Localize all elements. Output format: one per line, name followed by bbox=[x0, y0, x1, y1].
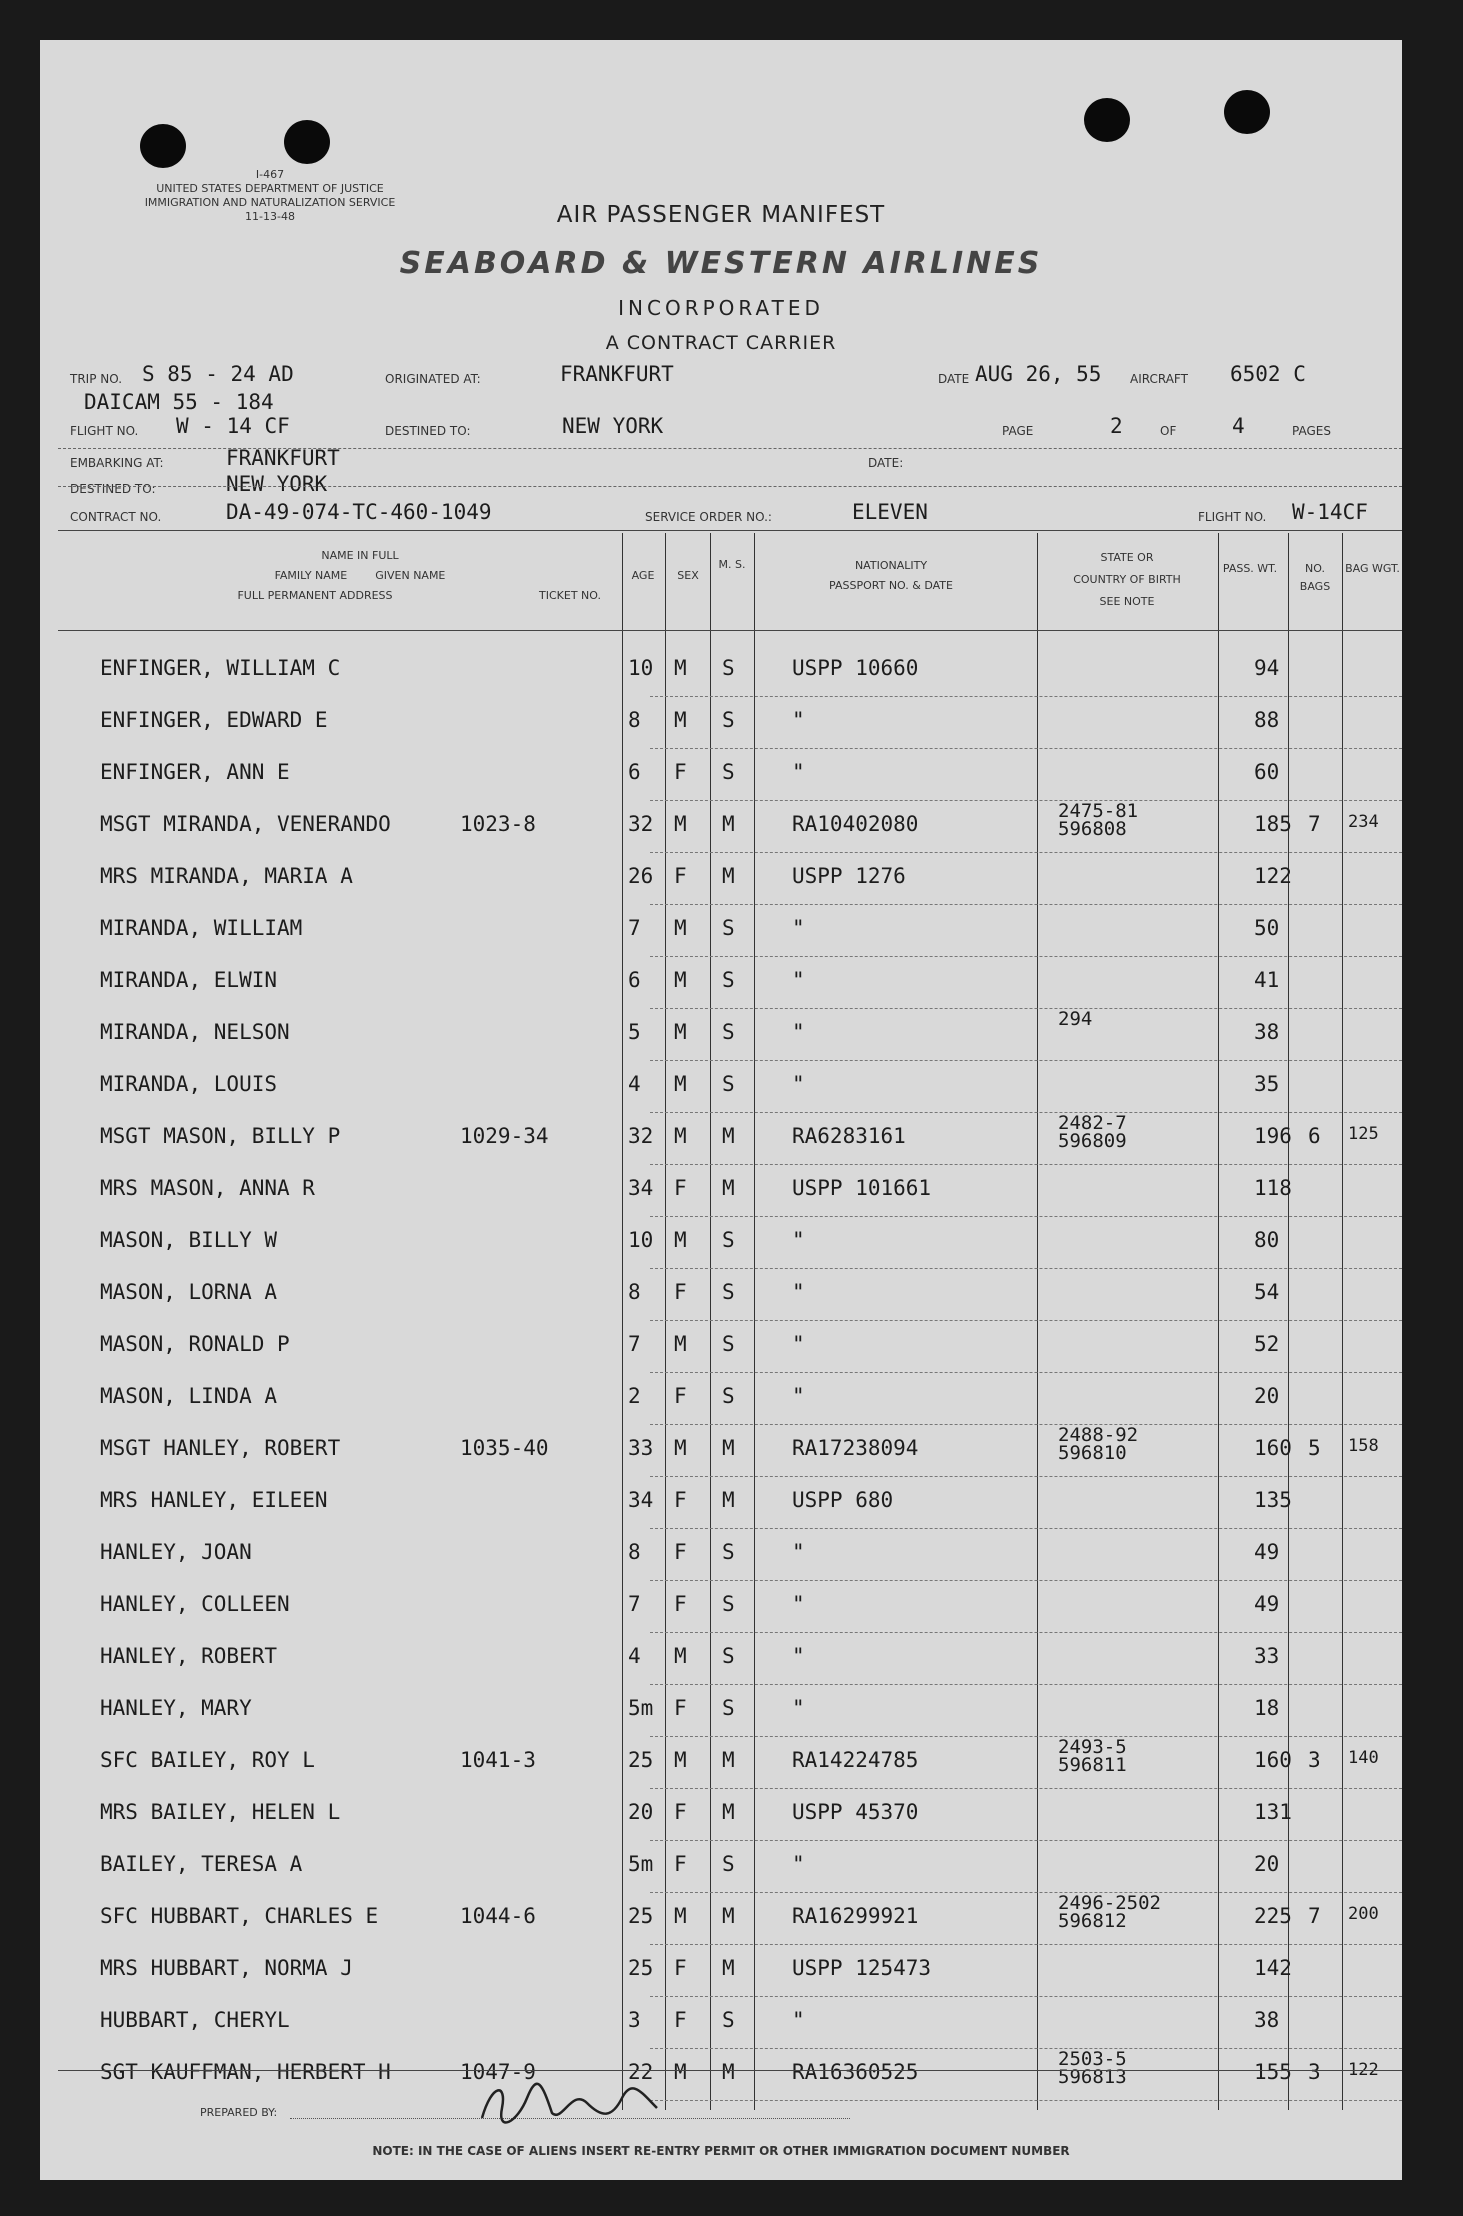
bag-weight: 158 bbox=[1348, 1436, 1379, 1456]
marital-status: S bbox=[722, 1696, 735, 1720]
passenger-age: 10 bbox=[628, 1228, 654, 1252]
passport-no: RA14224785 bbox=[792, 1748, 919, 1772]
passenger-sex: F bbox=[674, 2008, 687, 2032]
prepared-by-label: PREPARED BY: bbox=[200, 2106, 278, 2119]
passenger-age: 25 bbox=[628, 1748, 654, 1772]
passport-no: RA16360525 bbox=[792, 2060, 919, 2084]
passenger-age: 5 bbox=[628, 1020, 641, 1044]
passenger-name: MSGT MASON, BILLY P bbox=[100, 1124, 341, 1148]
col-bag-wt: BAG WGT. bbox=[1345, 562, 1400, 575]
passenger-age: 6 bbox=[628, 968, 641, 992]
agency-service: IMMIGRATION AND NATURALIZATION SERVICE bbox=[144, 196, 396, 209]
form-number: I-467 bbox=[255, 168, 285, 181]
pass-weight: 94 bbox=[1254, 656, 1280, 680]
passenger-name: MIRANDA, LOUIS bbox=[100, 1072, 278, 1096]
passenger-age: 26 bbox=[628, 864, 654, 888]
passport-no: " bbox=[792, 708, 805, 732]
passport-no: " bbox=[792, 1020, 805, 1044]
pass-weight: 155 bbox=[1254, 2060, 1292, 2084]
passenger-sex: F bbox=[674, 1852, 687, 1876]
table-row bbox=[40, 1112, 1402, 1164]
row-rule bbox=[650, 2100, 1402, 2101]
table-row bbox=[40, 800, 1402, 852]
table-row bbox=[40, 1320, 1402, 1372]
passenger-name: MSGT MIRANDA, VENERANDO bbox=[100, 812, 391, 836]
passenger-age: 5m bbox=[628, 1696, 654, 1720]
manifest-page bbox=[40, 40, 1402, 2180]
marital-status: S bbox=[722, 916, 735, 940]
passenger-name: HANLEY, ROBERT bbox=[100, 1644, 278, 1668]
of-label: OF bbox=[1160, 424, 1177, 438]
incorporated: INCORPORATED bbox=[618, 296, 824, 320]
page-number: 2 bbox=[1110, 414, 1123, 438]
marital-status: S bbox=[722, 708, 735, 732]
punch-hole bbox=[140, 124, 186, 168]
col-state-1: STATE OR bbox=[1100, 551, 1154, 564]
embarking: FRANKFURT bbox=[226, 446, 340, 470]
passenger-age: 2 bbox=[628, 1384, 641, 1408]
table-row bbox=[40, 1424, 1402, 1476]
pass-weight: 49 bbox=[1254, 1592, 1280, 1616]
passenger-sex: F bbox=[674, 1176, 687, 1200]
passenger-age: 8 bbox=[628, 708, 641, 732]
birth-country: 2493-5 596811 bbox=[1058, 1736, 1127, 1776]
pass-weight: 160 bbox=[1254, 1748, 1292, 1772]
table-row bbox=[40, 696, 1402, 748]
table-row bbox=[40, 1476, 1402, 1528]
trip-no: S 85 - 24 AD bbox=[142, 362, 294, 386]
agency-date: 11-13-48 bbox=[245, 210, 295, 223]
birth-country: 2475-81 596808 bbox=[1058, 800, 1139, 840]
divider bbox=[58, 530, 1402, 531]
passenger-sex: M bbox=[674, 1124, 687, 1148]
passenger-name: MRS BAILEY, HELEN L bbox=[100, 1800, 341, 1824]
punch-hole bbox=[1084, 98, 1130, 142]
bag-weight: 140 bbox=[1348, 1748, 1379, 1768]
table-row bbox=[40, 1788, 1402, 1840]
pass-weight: 50 bbox=[1254, 916, 1280, 940]
passenger-age: 6 bbox=[628, 760, 641, 784]
marital-status: M bbox=[722, 1800, 735, 1824]
passenger-name: MIRANDA, NELSON bbox=[100, 1020, 290, 1044]
passport-no: " bbox=[792, 1852, 805, 1876]
passenger-age: 7 bbox=[628, 1592, 641, 1616]
passenger-name: ENFINGER, EDWARD E bbox=[100, 708, 328, 732]
passport-no: " bbox=[792, 1384, 805, 1408]
passenger-name: SGT KAUFFMAN, HERBERT H bbox=[100, 2060, 391, 2084]
passenger-name: MIRANDA, WILLIAM bbox=[100, 916, 303, 940]
col-name-2: FAMILY NAME GIVEN NAME bbox=[274, 569, 446, 582]
originated: FRANKFURT bbox=[560, 362, 674, 386]
service-order: ELEVEN bbox=[852, 500, 928, 524]
passenger-age: 20 bbox=[628, 1800, 654, 1824]
table-row bbox=[40, 1892, 1402, 1944]
table-row bbox=[40, 2048, 1402, 2100]
pass-weight: 131 bbox=[1254, 1800, 1292, 1824]
table-row bbox=[40, 1268, 1402, 1320]
passenger-age: 33 bbox=[628, 1436, 654, 1460]
col-nat-2: PASSPORT NO. & DATE bbox=[829, 579, 953, 592]
embarking-label: EMBARKING AT: bbox=[70, 456, 164, 470]
passenger-age: 22 bbox=[628, 2060, 654, 2084]
passenger-sex: F bbox=[674, 1540, 687, 1564]
ticket-no: 1044-6 bbox=[460, 1904, 536, 1928]
table-row bbox=[40, 1164, 1402, 1216]
date-label: DATE bbox=[938, 372, 970, 386]
passenger-sex: F bbox=[674, 760, 687, 784]
passenger-age: 25 bbox=[628, 1904, 654, 1928]
passenger-sex: F bbox=[674, 1384, 687, 1408]
passenger-sex: M bbox=[674, 656, 687, 680]
marital-status: S bbox=[722, 1852, 735, 1876]
passenger-name: MRS MIRANDA, MARIA A bbox=[100, 864, 353, 888]
passenger-sex: M bbox=[674, 1020, 687, 1044]
passenger-sex: F bbox=[674, 1800, 687, 1824]
passenger-age: 34 bbox=[628, 1488, 654, 1512]
divider bbox=[58, 486, 1402, 487]
passenger-name: HUBBART, CHERYL bbox=[100, 2008, 290, 2032]
flight-label: FLIGHT NO. bbox=[1198, 510, 1267, 524]
trip-no-label: TRIP NO. bbox=[70, 372, 123, 386]
passport-no: " bbox=[792, 1540, 805, 1564]
dest2: NEW YORK bbox=[226, 472, 328, 496]
pass-weight: 122 bbox=[1254, 864, 1292, 888]
passenger-sex: M bbox=[674, 1748, 687, 1772]
marital-status: S bbox=[722, 968, 735, 992]
passenger-sex: F bbox=[674, 1280, 687, 1304]
passenger-age: 5m bbox=[628, 1852, 654, 1876]
marital-status: M bbox=[722, 1904, 735, 1928]
passport-no: " bbox=[792, 760, 805, 784]
passenger-name: MRS MASON, ANNA R bbox=[100, 1176, 315, 1200]
passenger-name: ENFINGER, ANN E bbox=[100, 760, 290, 784]
contract-carrier: A CONTRACT CARRIER bbox=[605, 332, 837, 354]
flight: W-14CF bbox=[1292, 500, 1368, 524]
date2-label: DATE: bbox=[868, 456, 904, 470]
passenger-name: SFC BAILEY, ROY L bbox=[100, 1748, 315, 1772]
passenger-sex: F bbox=[674, 1956, 687, 1980]
passport-no: RA16299921 bbox=[792, 1904, 919, 1928]
col-name-1: NAME IN FULL bbox=[321, 549, 399, 562]
pass-weight: 88 bbox=[1254, 708, 1280, 732]
pass-weight: 20 bbox=[1254, 1852, 1280, 1876]
page-total: 4 bbox=[1232, 414, 1245, 438]
passenger-name: MASON, LORNA A bbox=[100, 1280, 278, 1304]
passenger-age: 7 bbox=[628, 916, 641, 940]
passenger-sex: M bbox=[674, 1904, 687, 1928]
table-row bbox=[40, 956, 1402, 1008]
passenger-sex: M bbox=[674, 916, 687, 940]
passenger-name: MASON, RONALD P bbox=[100, 1332, 290, 1356]
marital-status: S bbox=[722, 1020, 735, 1044]
passport-no: " bbox=[792, 1696, 805, 1720]
passenger-sex: M bbox=[674, 1436, 687, 1460]
marital-status: S bbox=[722, 2008, 735, 2032]
table-row bbox=[40, 1372, 1402, 1424]
passenger-age: 3 bbox=[628, 2008, 641, 2032]
marital-status: S bbox=[722, 1644, 735, 1668]
col-sex: SEX bbox=[677, 569, 699, 582]
passport-no: " bbox=[792, 1072, 805, 1096]
table-row bbox=[40, 644, 1402, 696]
passenger-sex: M bbox=[674, 1644, 687, 1668]
passenger-name: HANLEY, JOAN bbox=[100, 1540, 252, 1564]
marital-status: S bbox=[722, 1384, 735, 1408]
marital-status: M bbox=[722, 2060, 735, 2084]
passenger-name: HANLEY, COLLEEN bbox=[100, 1592, 290, 1616]
passenger-name: HANLEY, MARY bbox=[100, 1696, 252, 1720]
marital-status: M bbox=[722, 1124, 735, 1148]
marital-status: S bbox=[722, 656, 735, 680]
passenger-sex: M bbox=[674, 708, 687, 732]
marital-status: S bbox=[722, 1332, 735, 1356]
passenger-name: MASON, LINDA A bbox=[100, 1384, 278, 1408]
passport-no: " bbox=[792, 1332, 805, 1356]
pass-weight: 20 bbox=[1254, 1384, 1280, 1408]
passenger-age: 7 bbox=[628, 1332, 641, 1356]
passenger-age: 8 bbox=[628, 1280, 641, 1304]
punch-hole bbox=[284, 120, 330, 164]
passenger-sex: F bbox=[674, 1488, 687, 1512]
pass-weight: 33 bbox=[1254, 1644, 1280, 1668]
flight-no-value: W - 14 CF bbox=[176, 414, 290, 438]
pass-weight: 60 bbox=[1254, 760, 1280, 784]
ticket-no: 1041-3 bbox=[460, 1748, 536, 1772]
table-row bbox=[40, 1008, 1402, 1060]
birth-country: 2488-92 596810 bbox=[1058, 1424, 1139, 1464]
passenger-name: MIRANDA, ELWIN bbox=[100, 968, 278, 992]
passport-no: USPP 680 bbox=[792, 1488, 894, 1512]
col-state-3: SEE NOTE bbox=[1099, 595, 1155, 608]
table-row bbox=[40, 1736, 1402, 1788]
passport-no: " bbox=[792, 916, 805, 940]
header-rule bbox=[58, 630, 1402, 631]
service-order-label: SERVICE ORDER NO.: bbox=[645, 510, 772, 524]
passenger-sex: M bbox=[674, 1072, 687, 1096]
passenger-name: MASON, BILLY W bbox=[100, 1228, 278, 1252]
agency-dept: UNITED STATES DEPARTMENT OF JUSTICE bbox=[156, 182, 384, 195]
aircraft: 6502 C bbox=[1230, 362, 1306, 386]
pass-weight: 118 bbox=[1254, 1176, 1292, 1200]
passenger-sex: M bbox=[674, 812, 687, 836]
passport-no: " bbox=[792, 1644, 805, 1668]
passenger-age: 34 bbox=[628, 1176, 654, 1200]
contract-label: CONTRACT NO. bbox=[70, 510, 162, 524]
col-age: AGE bbox=[631, 569, 655, 582]
passenger-age: 32 bbox=[628, 812, 654, 836]
table-bottom-rule bbox=[58, 2070, 1402, 2071]
pass-weight: 196 bbox=[1254, 1124, 1292, 1148]
marital-status: M bbox=[722, 864, 735, 888]
pass-weight: 52 bbox=[1254, 1332, 1280, 1356]
destined-label: DESTINED TO: bbox=[385, 424, 471, 438]
passenger-age: 4 bbox=[628, 1644, 641, 1668]
marital-status: M bbox=[722, 1488, 735, 1512]
destined: NEW YORK bbox=[562, 414, 664, 438]
marital-status: S bbox=[722, 1592, 735, 1616]
pass-weight: 35 bbox=[1254, 1072, 1280, 1096]
passport-no: " bbox=[792, 1280, 805, 1304]
table-row bbox=[40, 1216, 1402, 1268]
pass-weight: 41 bbox=[1254, 968, 1280, 992]
pass-weight: 38 bbox=[1254, 1020, 1280, 1044]
col-ms: M. S. bbox=[718, 558, 746, 571]
footer-note: NOTE: IN THE CASE OF ALIENS INSERT RE-ENTRY PERMIT OR OTHER IMMIGRATION DOCUMENT NUMBER bbox=[372, 2144, 1070, 2158]
passenger-age: 32 bbox=[628, 1124, 654, 1148]
pass-weight: 160 bbox=[1254, 1436, 1292, 1460]
marital-status: M bbox=[722, 812, 735, 836]
bag-weight: 200 bbox=[1348, 1904, 1379, 1924]
passenger-age: 4 bbox=[628, 1072, 641, 1096]
ticket-no: 1035-40 bbox=[460, 1436, 549, 1460]
ticket-no: 1023-8 bbox=[460, 812, 536, 836]
col-nat-1: NATIONALITY bbox=[854, 559, 928, 572]
col-no-bags: NO. BAGS bbox=[1299, 562, 1331, 593]
date: AUG 26, 55 bbox=[975, 362, 1102, 386]
col-pass-wt: PASS. WT. bbox=[1222, 562, 1278, 575]
marital-status: S bbox=[722, 1280, 735, 1304]
passenger-sex: M bbox=[674, 968, 687, 992]
passenger-age: 25 bbox=[628, 1956, 654, 1980]
passport-no: USPP 125473 bbox=[792, 1956, 932, 1980]
birth-country: 2496-2502 596812 bbox=[1058, 1892, 1161, 1932]
col-name-3: FULL PERMANENT ADDRESS bbox=[237, 589, 393, 602]
birth-country: 294 bbox=[1058, 1008, 1093, 1030]
table-row bbox=[40, 1684, 1402, 1736]
passenger-sex: F bbox=[674, 1592, 687, 1616]
pass-weight: 54 bbox=[1254, 1280, 1280, 1304]
signature-mark bbox=[472, 2078, 672, 2128]
table-row bbox=[40, 1996, 1402, 2048]
passenger-name: MRS HUBBART, NORMA J bbox=[100, 1956, 353, 1980]
passport-no: USPP 45370 bbox=[792, 1800, 919, 1824]
passport-no: USPP 101661 bbox=[792, 1176, 932, 1200]
pages-label: PAGES bbox=[1292, 424, 1331, 438]
marital-status: M bbox=[722, 1176, 735, 1200]
pass-weight: 38 bbox=[1254, 2008, 1280, 2032]
passenger-name: MRS HANLEY, EILEEN bbox=[100, 1488, 328, 1512]
col-state-2: COUNTRY OF BIRTH bbox=[1073, 573, 1181, 586]
passenger-sex: F bbox=[674, 1696, 687, 1720]
birth-country: 2503-5 596813 bbox=[1058, 2048, 1127, 2088]
bag-weight: 122 bbox=[1348, 2060, 1379, 2080]
birth-country: 2482-7 596809 bbox=[1058, 1112, 1127, 1152]
marital-status: S bbox=[722, 1228, 735, 1252]
punch-hole bbox=[1224, 90, 1270, 134]
passport-no: " bbox=[792, 1592, 805, 1616]
ticket-no: 1047-9 bbox=[460, 2060, 536, 2084]
passenger-name: MSGT HANLEY, ROBERT bbox=[100, 1436, 341, 1460]
bag-weight: 234 bbox=[1348, 812, 1379, 832]
passenger-age: 8 bbox=[628, 1540, 641, 1564]
bag-count: 3 bbox=[1308, 1748, 1321, 1772]
pass-weight: 142 bbox=[1254, 1956, 1292, 1980]
bag-count: 7 bbox=[1308, 812, 1321, 836]
pass-weight: 225 bbox=[1254, 1904, 1292, 1928]
passenger-sex: F bbox=[674, 864, 687, 888]
bag-weight: 125 bbox=[1348, 1124, 1379, 1144]
passport-no: " bbox=[792, 1228, 805, 1252]
airline-name: SEABOARD & WESTERN AIRLINES bbox=[399, 246, 1043, 281]
marital-status: M bbox=[722, 1748, 735, 1772]
contract-no: DA-49-074-TC-460-1049 bbox=[226, 500, 492, 524]
marital-status: S bbox=[722, 760, 735, 784]
pass-weight: 80 bbox=[1254, 1228, 1280, 1252]
pass-weight: 135 bbox=[1254, 1488, 1292, 1512]
bag-count: 6 bbox=[1308, 1124, 1321, 1148]
passenger-age: 10 bbox=[628, 656, 654, 680]
aircraft-label: AIRCRAFT bbox=[1130, 372, 1188, 386]
marital-status: S bbox=[722, 1072, 735, 1096]
marital-status: S bbox=[722, 1540, 735, 1564]
flight-no-label: FLIGHT NO. bbox=[70, 424, 139, 438]
table-row bbox=[40, 1580, 1402, 1632]
passport-no: USPP 1276 bbox=[792, 864, 906, 888]
marital-status: M bbox=[722, 1956, 735, 1980]
table-row bbox=[40, 1060, 1402, 1112]
passport-no: " bbox=[792, 968, 805, 992]
bag-count: 5 bbox=[1308, 1436, 1321, 1460]
dest2-label: DESTINED TO: bbox=[70, 482, 156, 496]
passenger-sex: M bbox=[674, 2060, 687, 2084]
passport-no: RA6283161 bbox=[792, 1124, 906, 1148]
passenger-sex: M bbox=[674, 1228, 687, 1252]
passport-no: RA10402080 bbox=[792, 812, 919, 836]
manifest-title: AIR PASSENGER MANIFEST bbox=[556, 202, 886, 228]
pass-weight: 185 bbox=[1254, 812, 1292, 836]
ticket-no: 1029-34 bbox=[460, 1124, 549, 1148]
passenger-name: SFC HUBBART, CHARLES E bbox=[100, 1904, 379, 1928]
table-row bbox=[40, 1840, 1402, 1892]
table-row bbox=[40, 904, 1402, 956]
passport-no: " bbox=[792, 2008, 805, 2032]
passenger-name: BAILEY, TERESA A bbox=[100, 1852, 303, 1876]
table-row bbox=[40, 1944, 1402, 1996]
passport-no: USPP 10660 bbox=[792, 656, 919, 680]
passenger-name: ENFINGER, WILLIAM C bbox=[100, 656, 341, 680]
table-row bbox=[40, 852, 1402, 904]
originated-label: ORIGINATED AT: bbox=[385, 372, 481, 386]
marital-status: M bbox=[722, 1436, 735, 1460]
pass-weight: 18 bbox=[1254, 1696, 1280, 1720]
table-row bbox=[40, 1528, 1402, 1580]
passenger-sex: M bbox=[674, 1332, 687, 1356]
table-row bbox=[40, 1632, 1402, 1684]
passport-no: RA17238094 bbox=[792, 1436, 919, 1460]
bag-count: 7 bbox=[1308, 1904, 1321, 1928]
col-ticket: TICKET NO. bbox=[539, 589, 601, 602]
signature bbox=[472, 2078, 672, 2138]
bag-count: 3 bbox=[1308, 2060, 1321, 2084]
trip-no-2: DAICAM 55 - 184 bbox=[84, 390, 274, 414]
table-row bbox=[40, 748, 1402, 800]
pass-weight: 49 bbox=[1254, 1540, 1280, 1564]
page-label: PAGE bbox=[1002, 424, 1034, 438]
